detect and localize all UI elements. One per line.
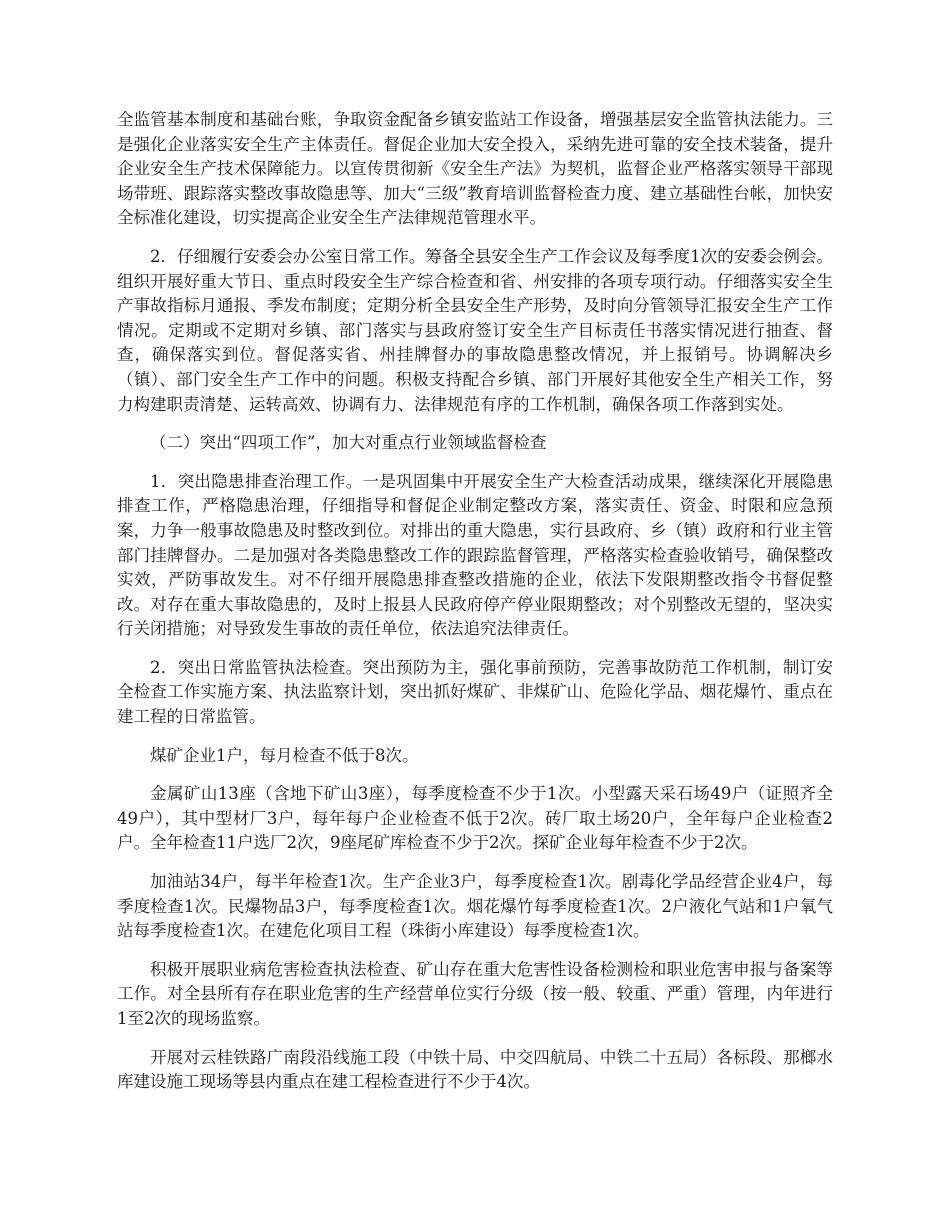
paragraph-metal-mines: 金属矿山13座（含地下矿山3座），每季度检查不少于1次。小型露天采石场49户（证照齐全49户），其中型材厂3户，每年每户企业检查不低于2次。砖厂取土场20户，全年每户企业检查2户。全年检查11户选厂2次，9座尾矿库检查不少于2次。探矿企业每年检查不少于2次。 [117, 784, 833, 853]
paragraph-item-2-daily-supervision: 2．突出日常监管执法检查。突出预防为主，强化事前预防，完善事故防范工作机制，制订安全检查工作实施方案、执法监察计划，突出抓好煤矿、非煤矿山、危险化学品、烟花爆竹、重点在建工程的日常监管。 [117, 657, 833, 727]
paragraph-continuation: 全监管基本制度和基础台账，争取资金配备乡镇安监站工作设备，增强基层安全监管执法能力。三是强化企业落实安全生产主体责任。督促企业加大安全投入，采纳先进可靠的安全技术装备，提升企业安全生产技术保障能力。以宣传贯彻新《安全生产法》为契机，监督企业严格落实领导干部现场带班、跟踪落实整改事故隐患等、加大“三级”教育培训监督检查力度、建立基础性台帐，加快安全标准化建设，切实提高企业安全生产法律规范管理水平。 [117, 110, 833, 228]
paragraph-coal-mine: 煤矿企业1户，每月检查不低于8次。 [150, 745, 419, 765]
paragraph-gas-stations-chemicals: 加油站34户，每半年检查1次。生产企业3户，每季度检查1次。剧毒化学品经营企业4户，每季度检查1次。民爆物品3户，每季度检查1次。烟花爆竹每季度检查1次。2户液化气站和1户氧气站每季度检查1次。在建危化项目工程（珠街小库建设）每季度检查1次。 [117, 872, 833, 941]
document-page [117, 108, 833, 1109]
section-heading-four-tasks: （二）突出“四项工作”，加大对重点行业领域监督检查 [150, 433, 547, 453]
paragraph-item-2-office-duties: 2．仔细履行安委会办公室日常工作。筹备全县安全生产工作会议及每季度1次的安委会例会。组织开展好重大节日、重点时段安全生产综合检查和省、州安排的各项专项行动。仔细落实安全生产事故指标月通报、季发布制度；定期分析全县安全生产形势，及时向分管领导汇报安全生产工作情况。定期或不定期对乡镇、部门落实与县政府签订安全生产目标责任书落实情况进行抽查、督查，确保落实到位。督促落实省、州挂牌督办的事故隐患整改情况，并上报销号。协调解决乡（镇）、部门安全生产工作中的问题。积极支持配合乡镇、部门开展好其他安全生产相关工作，努力构建职责清楚、运转高效、协调有力、法律规范有序的工作机制，确保各项工作落到实处。 [117, 246, 833, 414]
paragraph-item-1-hazard-investigation: 1．突出隐患排查治理工作。一是巩固集中开展安全生产大检查活动成果，继续深化开展隐患排查工作，严格隐患治理，仔细指导和督促企业制定整改方案，落实责任、资金、时限和应急预案，力争一般事故隐患及时整改到位。对排出的重大隐患，实行县政府、乡（镇）政府和行业主管部门挂牌督办。二是加强对各类隐患整改工作的跟踪监督管理，严格落实检查验收销号，确保整改实效，严防事故发生。对不仔细开展隐患排查整改措施的企业，依法下发限期整改指令书督促整改。对存在重大事故隐患的，及时上报县人民政府停产停业限期整改；对个别整改无望的，坚决实行关闭措施；对导致发生事故的责任单位，依法追究法律责任。 [117, 471, 833, 639]
paragraph-railway-construction: 开展对云桂铁路广南段沿线施工段（中铁十局、中交四航局、中铁二十五局）各标段、那榔水库建设施工现场等县内重点在建工程检查进行不少于4次。 [117, 1047, 833, 1092]
paragraph-occupational-hazards: 积极开展职业病危害检查执法检查、矿山存在重大危害性设备检测检和职业危害申报与备案等工作。对全县所有存在职业危害的生产经营单位实行分级（按一般、较重、严重）管理，内年进行1至2次的现场监察。 [117, 959, 833, 1028]
